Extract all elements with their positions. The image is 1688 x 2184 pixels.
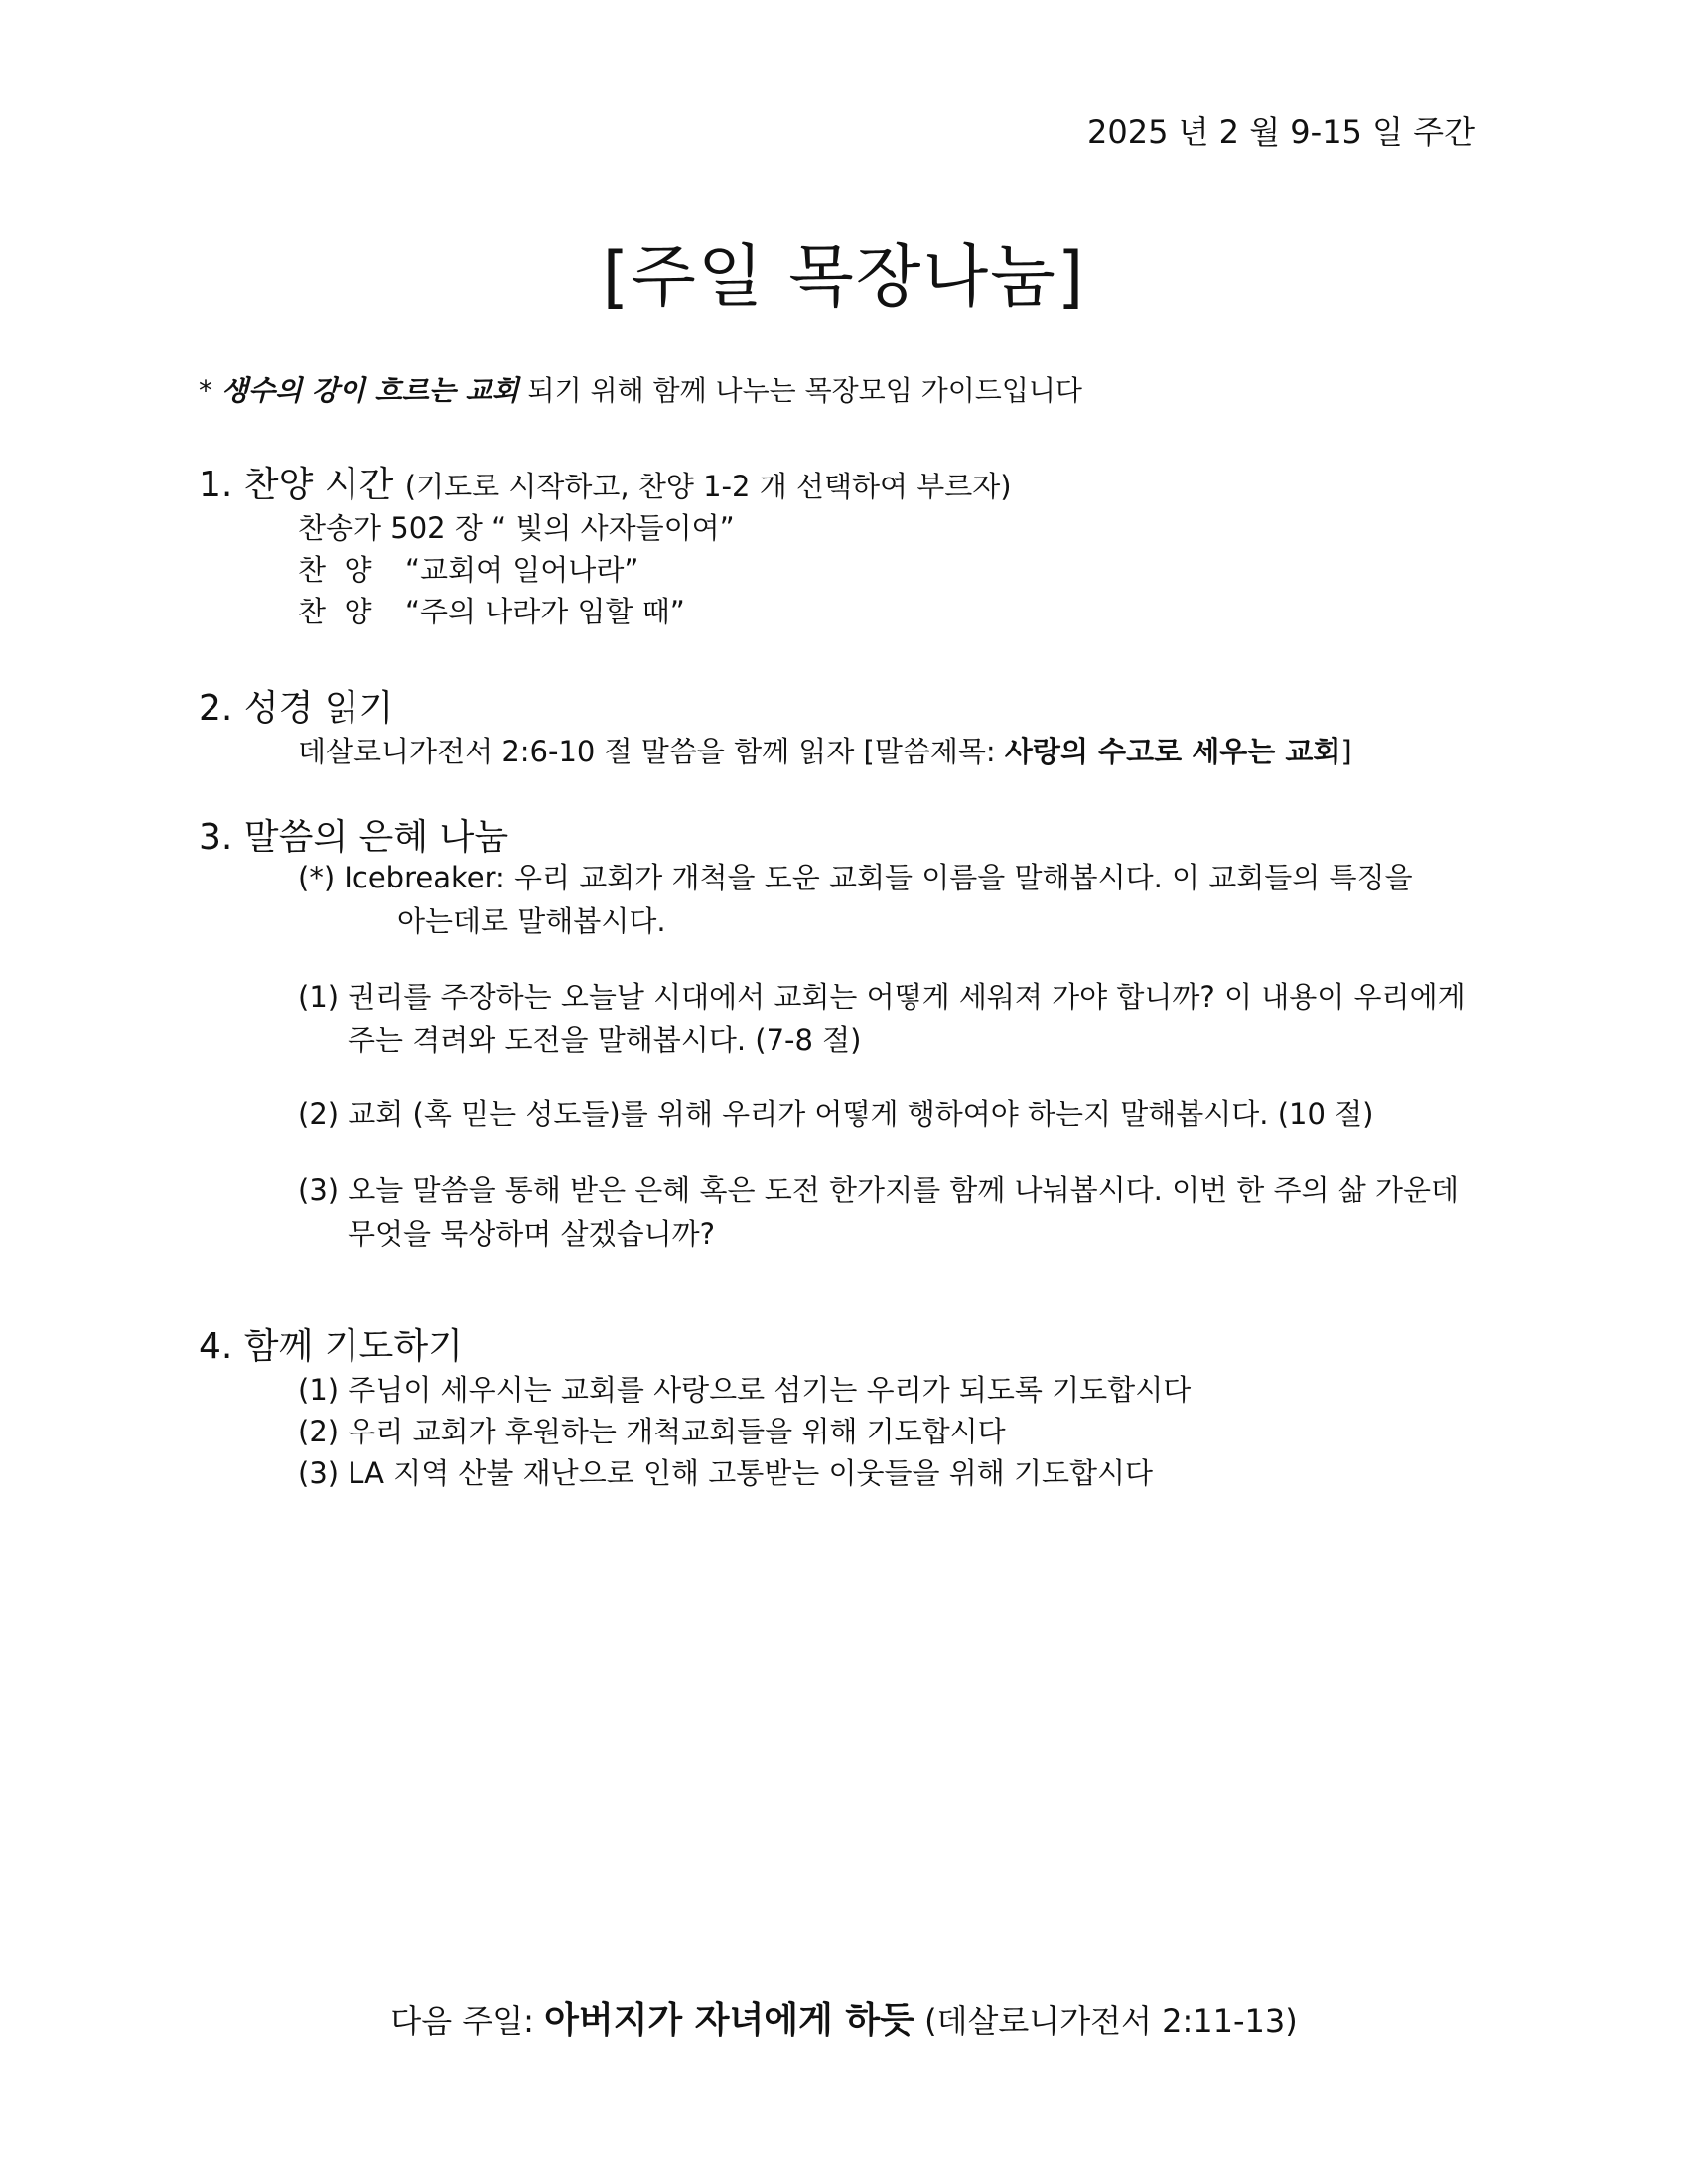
question-3-line-1: (3) 오늘 말씀을 통해 받은 은혜 혹은 도전 한가지를 함께 나눠봅시다. 이번 한 주의 삶 가운데 xyxy=(298,1173,1460,1207)
song-label: 찬 양 xyxy=(298,553,372,587)
scripture-text: 데살로니가전서 2:6-10 절 말씀을 함께 읽자 [말씀제목: xyxy=(298,735,1005,768)
song-title: “주의 나라가 임할 때” xyxy=(405,595,685,628)
song-item xyxy=(298,590,685,630)
intro-line xyxy=(199,369,1082,409)
song-item xyxy=(298,506,735,547)
song-title: “교회여 일어나라” xyxy=(405,553,639,587)
prayer-item: (1) 주님이 세우시는 교회를 사랑으로 섬기는 우리가 되도록 기도합시다 xyxy=(298,1373,1192,1407)
question-1-line-2: 주는 격려와 도전을 말해봅시다. (7-8 절) xyxy=(348,1024,862,1057)
song-title: “ 빛의 사자들이여” xyxy=(492,511,735,545)
sermon-title-close: ] xyxy=(1340,735,1352,768)
section-2-heading: 2. 성경 읽기 xyxy=(199,688,394,729)
section-3-heading: 3. 말씀의 은혜 나눔 xyxy=(199,817,509,858)
page-title: [주일 목장나눔] xyxy=(602,238,1086,317)
song-item xyxy=(298,548,638,589)
intro-emphasis: 생수의 강이 흐르는 교회 xyxy=(220,374,519,407)
song-label: 찬송가 502 장 xyxy=(298,511,483,545)
section-1-note: (기도로 시작하고, 찬양 1-2 개 선택하여 부르자) xyxy=(404,470,1012,503)
prayer-item: (2) 우리 교회가 후원하는 개척교회들을 위해 기도합시다 xyxy=(298,1415,1006,1448)
scripture-reading xyxy=(298,730,1352,770)
prayer-item: (3) LA 지역 산불 재난으로 인해 고통받는 이웃들을 위해 기도합시다 xyxy=(298,1456,1154,1490)
sermon-title: 사랑의 수고로 세우는 교회 xyxy=(1004,735,1341,768)
section-4-heading: 4. 함께 기도하기 xyxy=(199,1326,463,1367)
song-label: 찬 양 xyxy=(298,595,372,628)
icebreaker-line-1: (*) Icebreaker: 우리 교회가 개척을 도운 교회들 이름을 말해봅시다. 이 교회들의 특징을 xyxy=(298,861,1413,894)
week-date: 2025 년 2 월 9-15 일 주간 xyxy=(1086,113,1475,151)
next-week-line xyxy=(0,1992,1688,2043)
intro-prefix: * xyxy=(199,374,221,407)
section-1-title: 1. 찬양 시간 xyxy=(199,465,405,505)
question-3-line-2: 무엇을 묵상하며 살겠습니까? xyxy=(348,1217,715,1251)
next-week-reference: (데살로니가전서 2:11-13) xyxy=(914,2002,1298,2040)
question-1-line-1: (1) 권리를 주장하는 오늘날 시대에서 교회는 어떻게 세워져 가야 합니까? 이 내용이 우리에게 xyxy=(298,980,1466,1014)
section-1-heading xyxy=(199,457,1012,507)
intro-rest: 되기 위해 함께 나누는 목장모임 가이드입니다 xyxy=(518,374,1082,407)
question-2-line-1: (2) 교회 (혹 믿는 성도들)를 위해 우리가 어떻게 행하여야 하는지 말해봅시다. (10 절) xyxy=(298,1097,1374,1131)
next-week-label: 다음 주일: xyxy=(390,2002,545,2040)
icebreaker-line-2: 아는데로 말해봅시다. xyxy=(397,904,666,938)
next-week-title: 아버지가 자녀에게 하듯 xyxy=(544,2000,914,2041)
